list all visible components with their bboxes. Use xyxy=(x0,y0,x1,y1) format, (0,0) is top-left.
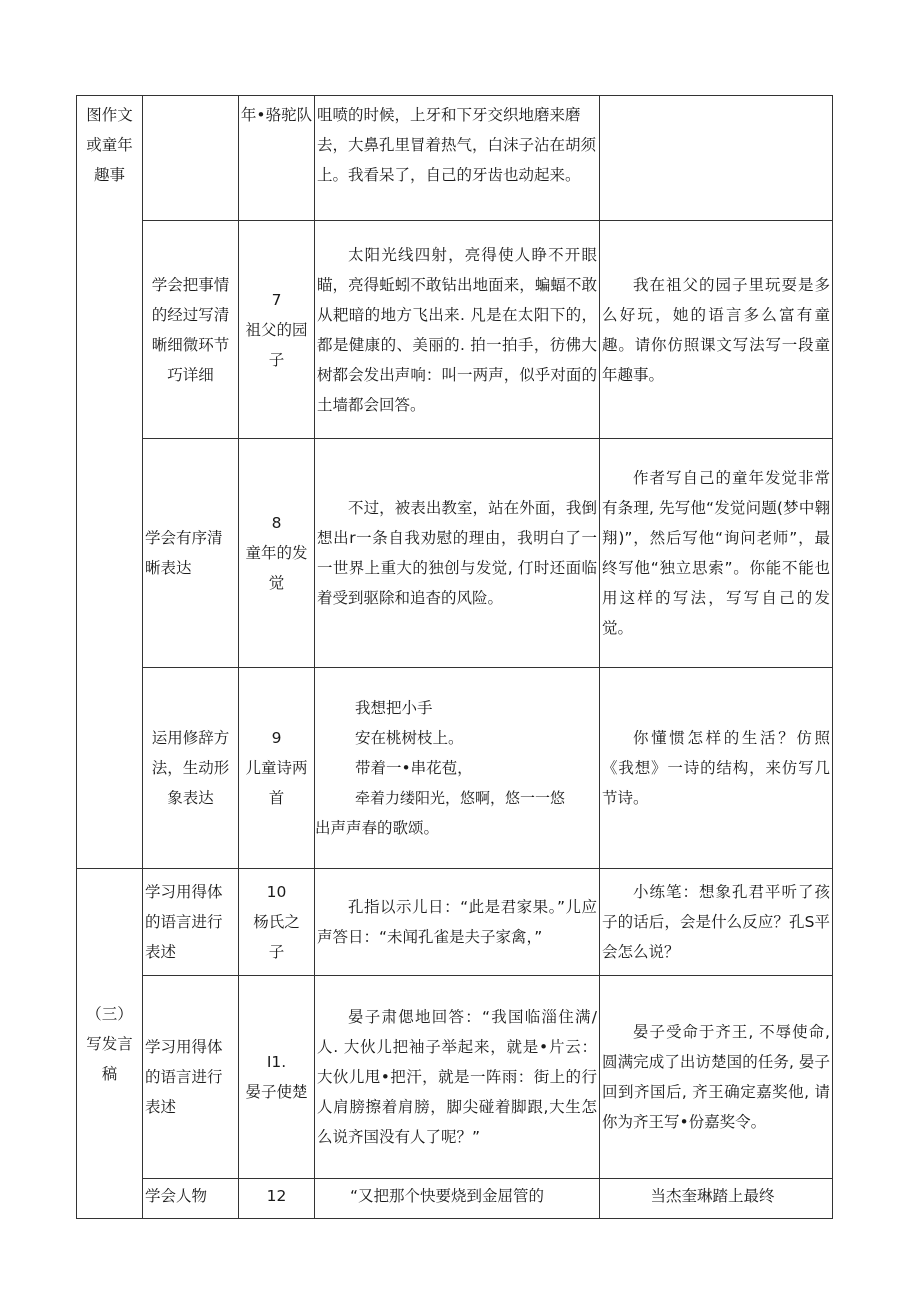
excerpt-text: 孔指以示儿日：“此是君家果。”儿应声答日：“未闻孔雀是夫子家禽，” xyxy=(317,898,597,946)
poem-line: 牵着力缕阳光，悠啊，悠一一悠 xyxy=(355,789,566,807)
lesson-cell xyxy=(239,976,315,1179)
task-cell xyxy=(600,869,833,976)
task-cell xyxy=(600,976,833,1179)
table-row xyxy=(77,439,833,668)
lesson-title: 年•骆驼队 xyxy=(240,106,313,124)
lesson-number: 10 xyxy=(266,883,287,901)
table-row xyxy=(77,976,833,1179)
task-text: 小练笔：想象孔君平听了孩子的话后，会是什么反应？孔S平会怎么说？ xyxy=(602,883,830,961)
group-label: （三）写发言稿 xyxy=(86,1004,133,1083)
lesson-cell xyxy=(239,221,315,439)
task-text: 你懂惯怎样的生活？仿照《我想》一诗的结构，来仿写几节诗。 xyxy=(602,729,830,807)
table-row xyxy=(77,869,833,976)
task-text: 作者写自己的童年发觉非常有条理, 先写他“发觉问题(梦中翱翔)”，然后写他“询问老师”，最终写他“独立思索”。你能不能也用这样的写法，写写自己的发觉。 xyxy=(602,469,830,637)
lesson-title: 晏子使楚 xyxy=(245,1083,308,1101)
table-row xyxy=(77,668,833,869)
table-row xyxy=(77,221,833,439)
excerpt-cell xyxy=(315,221,600,439)
task-cell xyxy=(600,221,833,439)
lesson-number: I1. xyxy=(266,1053,287,1071)
skill-cell xyxy=(143,976,239,1179)
lesson-cell xyxy=(239,869,315,976)
excerpt-text: 不过，被表出教室，站在外面，我倒想出r一条自我劝慰的理由，我明白了一一世界上重大的独创与发觉, 仃时还面临着受到驱除和追杳的风险。 xyxy=(317,499,597,607)
poem-line: 带着一•串花苞， xyxy=(355,759,473,777)
lesson-number: 7 xyxy=(271,290,282,309)
task-cell xyxy=(600,96,833,221)
lesson-cell xyxy=(239,439,315,668)
skill-cell xyxy=(143,96,239,221)
lesson-cell xyxy=(239,96,315,221)
excerpt-cell xyxy=(315,439,600,668)
poem-line: 出声声春的歌颂。 xyxy=(315,819,440,837)
skill-text: 学习用得体的语言进行表述 xyxy=(145,883,223,961)
skill-text: 学会人物 xyxy=(145,1187,208,1205)
task-text: 当杰奎琳踏上最终 xyxy=(650,1187,775,1205)
lesson-title: 儿童诗两首 xyxy=(245,759,308,807)
lesson-cell xyxy=(239,1179,315,1219)
skill-cell xyxy=(143,221,239,439)
lesson-number: 9 xyxy=(271,729,282,747)
skill-cell xyxy=(143,869,239,976)
skill-text: 运用修辞方法，生动形象表达 xyxy=(151,729,230,807)
excerpt-text: 太阳光线四射，亮得使人睁不开眼瞄，亮得蚯蚓不敢钻出地面来，蝙蝠不敢从耙暗的地方飞出来. 凡是在太阳下的，都是健康的、美丽的. 拍一拍手，彷佛大树都会发出声响：叫一两声，似乎对面的土墙都会回答。 xyxy=(317,245,597,414)
lesson-cell xyxy=(239,668,315,869)
poem-line: 安在桃树枝上。 xyxy=(355,729,464,747)
excerpt-text: “又把那个快要烧到金屈管的 xyxy=(350,1187,545,1205)
table-row xyxy=(77,96,833,221)
task-cell xyxy=(600,668,833,869)
group-cell xyxy=(77,869,143,1219)
excerpt-cell xyxy=(315,1179,600,1219)
excerpt-text: 晏子肃偲地回答：“我国临淄住满/人. 大伙儿把袖子举起来，就是•片云：大伙儿甩•把汗，就是一阵雨：街上的行人肩膀擦着肩膀，脚尖碰着脚跟,大生怎么说齐国没有人了呢？” xyxy=(317,1008,597,1146)
lesson-table xyxy=(76,95,833,1219)
excerpt-cell xyxy=(315,976,600,1179)
excerpt-cell xyxy=(315,96,600,221)
skill-cell xyxy=(143,1179,239,1219)
lesson-title: 童年的发觉 xyxy=(245,544,308,592)
lesson-number: 12 xyxy=(266,1187,287,1205)
group-label: 图作文或童年趣事 xyxy=(86,106,133,184)
skill-text: 学会把事情的经过写清晰细微环节巧详细 xyxy=(151,275,230,384)
lesson-title: 杨氏之子 xyxy=(253,913,300,961)
skill-cell xyxy=(143,439,239,668)
task-cell xyxy=(600,439,833,668)
skill-cell xyxy=(143,668,239,869)
task-text: 我在祖父的园子里玩耍是多么好玩，她的语言多么富有童趣。请你仿照课文写法写一段童年趣事。 xyxy=(602,275,830,384)
table-row xyxy=(77,1179,833,1219)
excerpt-cell xyxy=(315,869,600,976)
lesson-number: 8 xyxy=(271,514,282,532)
lesson-title: 祖父的园子 xyxy=(245,320,308,369)
task-text: 晏子受命于齐王, 不辱使命, 圆满完成了出访楚国的任务, 晏子回到齐国后, 齐王确定嘉奖他, 请你为齐王写•份嘉奖令。 xyxy=(602,1023,830,1131)
excerpt-text: 咀喷的时候，上牙和下牙交织地磨来磨去，大鼻孔里冒着热气，白沫子沾在胡须上。我看呆了，自己的牙齿也动起来。 xyxy=(317,106,597,184)
skill-text: 学习用得体的语言进行表述 xyxy=(145,1038,223,1116)
group-cell xyxy=(77,96,143,869)
poem-line: 我想把小手 xyxy=(355,699,433,717)
skill-text: 学会有序清晰表达 xyxy=(145,529,223,577)
task-cell xyxy=(600,1179,833,1219)
excerpt-cell xyxy=(315,668,600,869)
